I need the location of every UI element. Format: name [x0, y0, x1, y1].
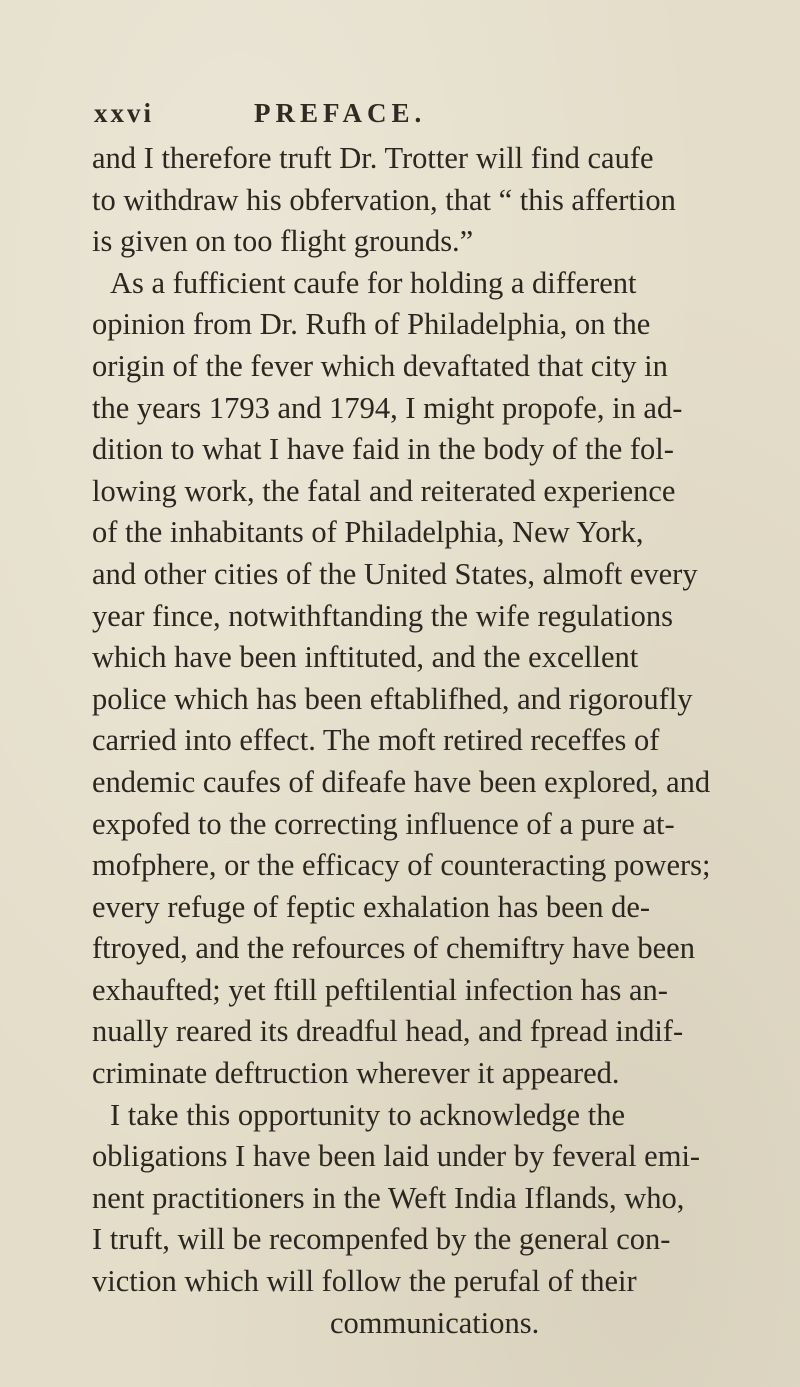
- body-text: [92, 138, 782, 1344]
- text-line: opinion from Dr. Rufh of Philadelphia, on the: [92, 307, 651, 342]
- text-line: of the inhabitants of Philadelphia, New York,: [92, 515, 644, 550]
- text-line: I take this opportunity to acknowledge the: [110, 1097, 625, 1132]
- text-line: dition to what I have faid in the body of the fol-: [92, 432, 674, 467]
- text-line: to withdraw his obfervation, that “ this affertion: [92, 182, 676, 217]
- text-line: communications.: [330, 1305, 540, 1340]
- text-line: which have been inftituted, and the excellent: [92, 640, 639, 675]
- text-line: year fince, notwithftanding the wife regulations: [92, 598, 674, 633]
- text-line: As a fufficient caufe for holding a different: [110, 265, 637, 300]
- page-header: [94, 98, 714, 138]
- running-head: PREFACE.: [254, 98, 427, 128]
- text-line: carried into effect. The moft retired receffes of: [92, 723, 660, 758]
- text-line: endemic caufes of difeafe have been explored, and: [92, 764, 711, 799]
- text-line: nent practitioners in the Weft India Iflands, who,: [92, 1180, 685, 1215]
- text-line: the years 1793 and 1794, I might propofe, in ad-: [92, 390, 683, 425]
- text-line: ftroyed, and the refources of chemiftry have been: [92, 931, 695, 966]
- text-line: and other cities of the United States, almoft every: [92, 556, 698, 591]
- text-line: is given on too flight grounds.”: [92, 224, 474, 259]
- text-line: origin of the fever which devaftated that city in: [92, 348, 668, 383]
- text-line: lowing work, the fatal and reiterated experience: [92, 473, 676, 508]
- text-line: police which has been eftablifhed, and rigoroufly: [92, 681, 693, 716]
- page-number: xxvi: [94, 98, 155, 128]
- text-line: obligations I have been laid under by feveral emi-: [92, 1139, 701, 1174]
- text-line: and I therefore truft Dr. Trotter will find caufe: [92, 141, 654, 175]
- text-line: exhaufted; yet ftill peftilential infection has an-: [92, 972, 668, 1007]
- text-line: every refuge of feptic exhalation has been de-: [92, 889, 651, 924]
- text-line: criminate deftruction wherever it appeared.: [92, 1056, 620, 1091]
- text-line: I truft, will be recompenfed by the general con-: [92, 1222, 671, 1257]
- text-line: mofphere, or the efficacy of counteracting powers;: [92, 848, 711, 883]
- text-line: viction which will follow the perufal of their: [92, 1264, 637, 1299]
- text-line: expofed to the correcting influence of a pure at-: [92, 806, 675, 841]
- text-line: nually reared its dreadful head, and fpread indif-: [92, 1014, 684, 1049]
